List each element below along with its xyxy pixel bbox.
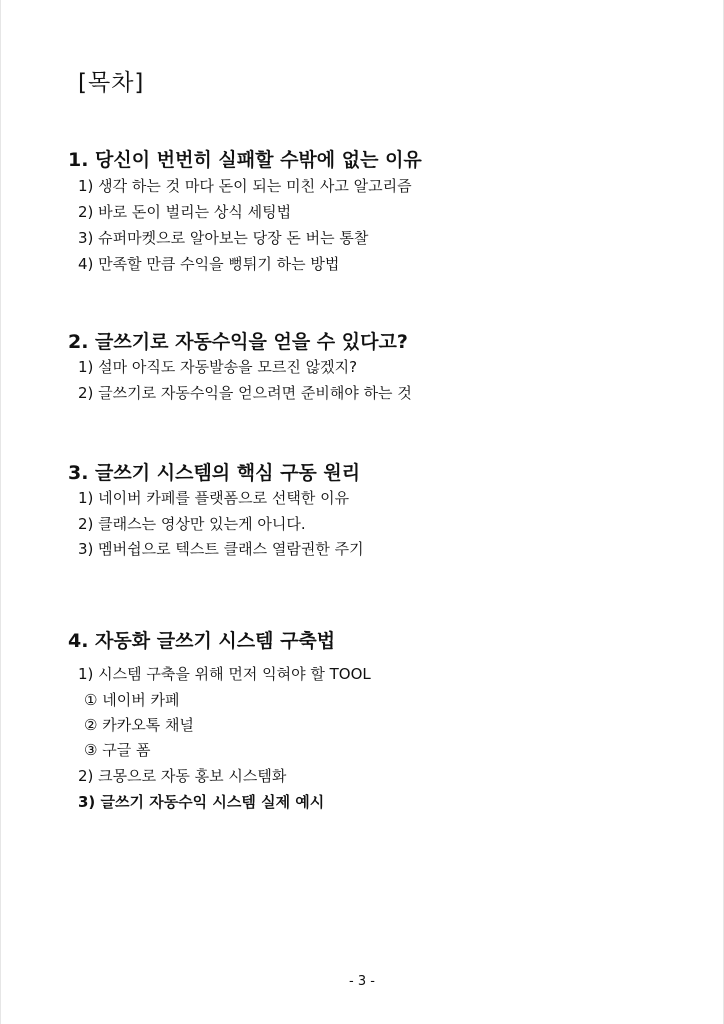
toc-title: [목차] xyxy=(78,70,145,96)
section-1-item-3: 3) 슈퍼마켓으로 알아보는 당장 돈 버는 통찰 xyxy=(78,229,369,247)
section-4-subitem-3: ③ 구글 폼 xyxy=(84,741,151,759)
section-3-item-1: 1) 네이버 카페를 플랫폼으로 선택한 이유 xyxy=(78,489,350,507)
section-4-subitem-2: ② 카카오톡 채널 xyxy=(84,716,194,734)
section-4-item-3: 3) 글쓰기 자동수익 시스템 실제 예시 xyxy=(78,793,325,811)
section-heading-1: 1. 당신이 번번히 실패할 수밖에 없는 이유 xyxy=(68,149,422,171)
section-3-item-2: 2) 클래스는 영상만 있는게 아니다. xyxy=(78,515,306,533)
section-2-item-1: 1) 설마 아직도 자동발송을 모르진 않겠지? xyxy=(78,358,358,376)
section-2-item-2: 2) 글쓰기로 자동수익을 얻으려면 준비해야 하는 것 xyxy=(78,384,412,402)
section-3-item-3: 3) 멤버쉽으로 텍스트 클래스 열람권한 주기 xyxy=(78,540,364,558)
section-1-item-4: 4) 만족할 만큼 수익을 뻥튀기 하는 방법 xyxy=(78,255,340,273)
section-heading-4: 4. 자동화 글쓰기 시스템 구축법 xyxy=(68,630,336,652)
section-4-item-1: 1) 시스템 구축을 위해 먼저 익혀야 할 TOOL xyxy=(78,665,371,683)
section-4-subitem-1: ① 네이버 카페 xyxy=(84,691,180,709)
section-heading-2: 2. 글쓰기로 자동수익을 얻을 수 있다고? xyxy=(68,331,408,353)
section-1-item-2: 2) 바로 돈이 벌리는 상식 세팅법 xyxy=(78,203,292,221)
section-1-item-1: 1) 생각 하는 것 마다 돈이 되는 미친 사고 알고리즘 xyxy=(78,177,412,195)
section-heading-3: 3. 글쓰기 시스템의 핵심 구동 원리 xyxy=(68,462,361,484)
page-number: - 3 - xyxy=(349,974,375,989)
section-4-item-2: 2) 크몽으로 자동 홍보 시스템화 xyxy=(78,767,287,785)
